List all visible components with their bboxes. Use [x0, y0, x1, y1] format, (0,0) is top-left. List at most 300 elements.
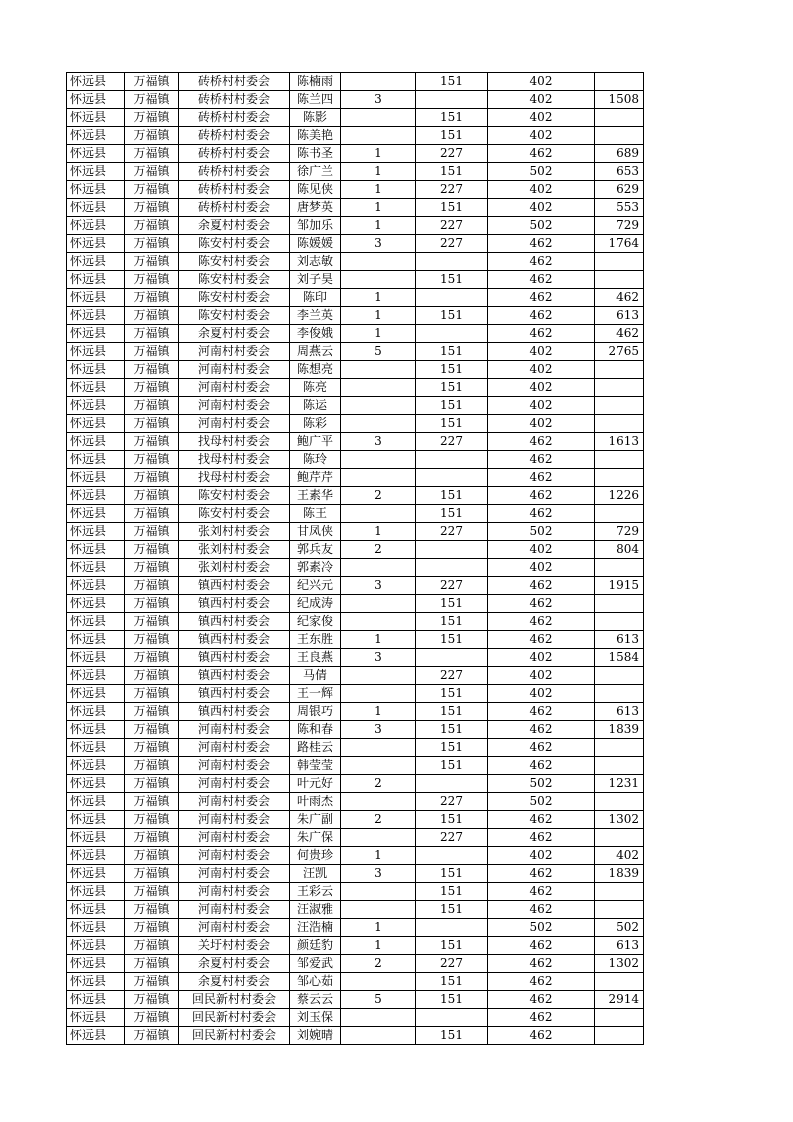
- table-row: [67, 109, 644, 127]
- amount-b-cell: 462: [488, 937, 595, 955]
- count-cell: [341, 109, 416, 127]
- count-cell: 1: [341, 847, 416, 865]
- table-row: [67, 1027, 644, 1045]
- count-cell: [341, 613, 416, 631]
- town-cell: 万福镇: [125, 919, 179, 937]
- total-cell: [595, 451, 644, 469]
- county-cell: 怀远县: [67, 253, 125, 271]
- county-cell: 怀远县: [67, 595, 125, 613]
- village-cell: 陈安村村委会: [179, 289, 290, 307]
- count-cell: [341, 883, 416, 901]
- table-row: [67, 937, 644, 955]
- count-cell: [341, 559, 416, 577]
- total-cell: [595, 829, 644, 847]
- amount-b-cell: 502: [488, 919, 595, 937]
- total-cell: [595, 73, 644, 91]
- amount-b-cell: 462: [488, 901, 595, 919]
- village-cell: 河南村村委会: [179, 775, 290, 793]
- village-cell: 砖桥村村委会: [179, 91, 290, 109]
- amount-b-cell: 462: [488, 613, 595, 631]
- county-cell: 怀远县: [67, 217, 125, 235]
- count-cell: 1: [341, 325, 416, 343]
- table-row: [67, 577, 644, 595]
- town-cell: 万福镇: [125, 505, 179, 523]
- table-row: [67, 253, 644, 271]
- amount-a-cell: 151: [416, 415, 488, 433]
- count-cell: [341, 1009, 416, 1027]
- table-row: [67, 379, 644, 397]
- amount-a-cell: 151: [416, 379, 488, 397]
- total-cell: 629: [595, 181, 644, 199]
- county-cell: 怀远县: [67, 505, 125, 523]
- name-cell: 王素华: [290, 487, 341, 505]
- amount-b-cell: 402: [488, 379, 595, 397]
- table-row: [67, 289, 644, 307]
- town-cell: 万福镇: [125, 163, 179, 181]
- amount-b-cell: 462: [488, 1009, 595, 1027]
- amount-a-cell: 151: [416, 361, 488, 379]
- town-cell: 万福镇: [125, 883, 179, 901]
- town-cell: 万福镇: [125, 325, 179, 343]
- table-row: [67, 343, 644, 361]
- table-row: [67, 361, 644, 379]
- village-cell: 张刘村村委会: [179, 523, 290, 541]
- village-cell: 河南村村委会: [179, 793, 290, 811]
- total-cell: 729: [595, 523, 644, 541]
- town-cell: 万福镇: [125, 181, 179, 199]
- count-cell: 5: [341, 991, 416, 1009]
- table-row: [67, 469, 644, 487]
- name-cell: 纪家俊: [290, 613, 341, 631]
- town-cell: 万福镇: [125, 127, 179, 145]
- total-cell: 1839: [595, 865, 644, 883]
- town-cell: 万福镇: [125, 145, 179, 163]
- amount-b-cell: 462: [488, 325, 595, 343]
- count-cell: [341, 127, 416, 145]
- amount-b-cell: 462: [488, 883, 595, 901]
- table-row: [67, 631, 644, 649]
- data-table: [66, 72, 644, 1045]
- table-row: [67, 415, 644, 433]
- village-cell: 河南村村委会: [179, 379, 290, 397]
- amount-a-cell: 151: [416, 937, 488, 955]
- count-cell: [341, 469, 416, 487]
- total-cell: [595, 901, 644, 919]
- town-cell: 万福镇: [125, 451, 179, 469]
- total-cell: [595, 667, 644, 685]
- town-cell: 万福镇: [125, 361, 179, 379]
- county-cell: 怀远县: [67, 685, 125, 703]
- name-cell: 蔡云云: [290, 991, 341, 1009]
- amount-b-cell: 402: [488, 199, 595, 217]
- count-cell: 1: [341, 289, 416, 307]
- town-cell: 万福镇: [125, 307, 179, 325]
- name-cell: 陈玲: [290, 451, 341, 469]
- name-cell: 刘玉保: [290, 1009, 341, 1027]
- amount-b-cell: 462: [488, 145, 595, 163]
- amount-a-cell: 151: [416, 109, 488, 127]
- village-cell: 余夏村村委会: [179, 955, 290, 973]
- village-cell: 河南村村委会: [179, 811, 290, 829]
- total-cell: [595, 379, 644, 397]
- total-cell: 1508: [595, 91, 644, 109]
- amount-b-cell: 462: [488, 253, 595, 271]
- county-cell: 怀远县: [67, 145, 125, 163]
- name-cell: 陈楠雨: [290, 73, 341, 91]
- total-cell: [595, 595, 644, 613]
- table-row: [67, 73, 644, 91]
- village-cell: 张刘村村委会: [179, 559, 290, 577]
- name-cell: 唐梦英: [290, 199, 341, 217]
- amount-a-cell: 227: [416, 667, 488, 685]
- village-cell: 河南村村委会: [179, 847, 290, 865]
- name-cell: 甘凤侠: [290, 523, 341, 541]
- total-cell: 729: [595, 217, 644, 235]
- count-cell: 3: [341, 91, 416, 109]
- amount-b-cell: 462: [488, 271, 595, 289]
- count-cell: 3: [341, 865, 416, 883]
- amount-a-cell: [416, 847, 488, 865]
- amount-b-cell: 402: [488, 847, 595, 865]
- count-cell: 1: [341, 217, 416, 235]
- town-cell: 万福镇: [125, 631, 179, 649]
- name-cell: 王良燕: [290, 649, 341, 667]
- amount-b-cell: 402: [488, 415, 595, 433]
- town-cell: 万福镇: [125, 613, 179, 631]
- name-cell: 邹爱武: [290, 955, 341, 973]
- amount-a-cell: 151: [416, 685, 488, 703]
- name-cell: 鲍广平: [290, 433, 341, 451]
- total-cell: 502: [595, 919, 644, 937]
- town-cell: 万福镇: [125, 685, 179, 703]
- town-cell: 万福镇: [125, 865, 179, 883]
- amount-a-cell: 227: [416, 523, 488, 541]
- county-cell: 怀远县: [67, 379, 125, 397]
- count-cell: [341, 415, 416, 433]
- town-cell: 万福镇: [125, 739, 179, 757]
- name-cell: 陈媛媛: [290, 235, 341, 253]
- county-cell: 怀远县: [67, 271, 125, 289]
- village-cell: 河南村村委会: [179, 721, 290, 739]
- amount-a-cell: 227: [416, 955, 488, 973]
- name-cell: 陈印: [290, 289, 341, 307]
- amount-b-cell: 462: [488, 721, 595, 739]
- county-cell: 怀远县: [67, 919, 125, 937]
- village-cell: 余夏村村委会: [179, 217, 290, 235]
- town-cell: 万福镇: [125, 217, 179, 235]
- amount-a-cell: 151: [416, 811, 488, 829]
- total-cell: [595, 1009, 644, 1027]
- amount-a-cell: 151: [416, 973, 488, 991]
- county-cell: 怀远县: [67, 433, 125, 451]
- total-cell: [595, 757, 644, 775]
- table-row: [67, 91, 644, 109]
- village-cell: 河南村村委会: [179, 343, 290, 361]
- name-cell: 李俊娥: [290, 325, 341, 343]
- amount-a-cell: 151: [416, 991, 488, 1009]
- town-cell: 万福镇: [125, 469, 179, 487]
- total-cell: 1231: [595, 775, 644, 793]
- village-cell: 找母村村委会: [179, 451, 290, 469]
- county-cell: 怀远县: [67, 721, 125, 739]
- name-cell: 何贵珍: [290, 847, 341, 865]
- name-cell: 颜廷豹: [290, 937, 341, 955]
- county-cell: 怀远县: [67, 91, 125, 109]
- village-cell: 砖桥村村委会: [179, 199, 290, 217]
- county-cell: 怀远县: [67, 307, 125, 325]
- county-cell: 怀远县: [67, 649, 125, 667]
- town-cell: 万福镇: [125, 397, 179, 415]
- village-cell: 陈安村村委会: [179, 271, 290, 289]
- village-cell: 回民新村村委会: [179, 1027, 290, 1045]
- table-row: [67, 1009, 644, 1027]
- village-cell: 镇西村村委会: [179, 595, 290, 613]
- town-cell: 万福镇: [125, 721, 179, 739]
- table-row: [67, 451, 644, 469]
- total-cell: [595, 469, 644, 487]
- amount-b-cell: 402: [488, 181, 595, 199]
- amount-b-cell: 402: [488, 559, 595, 577]
- count-cell: 1: [341, 307, 416, 325]
- amount-a-cell: [416, 253, 488, 271]
- town-cell: 万福镇: [125, 991, 179, 1009]
- total-cell: [595, 685, 644, 703]
- total-cell: [595, 973, 644, 991]
- town-cell: 万福镇: [125, 343, 179, 361]
- county-cell: 怀远县: [67, 739, 125, 757]
- table-row: [67, 721, 644, 739]
- count-cell: 2: [341, 541, 416, 559]
- county-cell: 怀远县: [67, 325, 125, 343]
- name-cell: 路桂云: [290, 739, 341, 757]
- name-cell: 陈彩: [290, 415, 341, 433]
- town-cell: 万福镇: [125, 415, 179, 433]
- county-cell: 怀远县: [67, 73, 125, 91]
- amount-b-cell: 462: [488, 757, 595, 775]
- total-cell: 1613: [595, 433, 644, 451]
- amount-b-cell: 402: [488, 541, 595, 559]
- count-cell: 1: [341, 703, 416, 721]
- county-cell: 怀远县: [67, 181, 125, 199]
- name-cell: 陈见侠: [290, 181, 341, 199]
- table-row: [67, 307, 644, 325]
- table-row: [67, 883, 644, 901]
- total-cell: [595, 883, 644, 901]
- village-cell: 张刘村村委会: [179, 541, 290, 559]
- county-cell: 怀远县: [67, 199, 125, 217]
- count-cell: [341, 973, 416, 991]
- count-cell: 1: [341, 631, 416, 649]
- village-cell: 河南村村委会: [179, 865, 290, 883]
- town-cell: 万福镇: [125, 379, 179, 397]
- name-cell: 鲍芹芹: [290, 469, 341, 487]
- amount-a-cell: 151: [416, 883, 488, 901]
- county-cell: 怀远县: [67, 1027, 125, 1045]
- county-cell: 怀远县: [67, 235, 125, 253]
- count-cell: 3: [341, 235, 416, 253]
- amount-a-cell: [416, 469, 488, 487]
- amount-b-cell: 462: [488, 505, 595, 523]
- amount-b-cell: 502: [488, 163, 595, 181]
- amount-a-cell: 227: [416, 181, 488, 199]
- county-cell: 怀远县: [67, 829, 125, 847]
- total-cell: [595, 397, 644, 415]
- town-cell: 万福镇: [125, 541, 179, 559]
- table-row: [67, 847, 644, 865]
- village-cell: 陈安村村委会: [179, 253, 290, 271]
- name-cell: 王一辉: [290, 685, 341, 703]
- table-row: [67, 775, 644, 793]
- count-cell: 3: [341, 577, 416, 595]
- name-cell: 陈书圣: [290, 145, 341, 163]
- county-cell: 怀远县: [67, 415, 125, 433]
- count-cell: 1: [341, 937, 416, 955]
- table-row: [67, 757, 644, 775]
- total-cell: 402: [595, 847, 644, 865]
- amount-a-cell: [416, 649, 488, 667]
- count-cell: [341, 595, 416, 613]
- town-cell: 万福镇: [125, 793, 179, 811]
- table-row: [67, 649, 644, 667]
- amount-b-cell: 462: [488, 631, 595, 649]
- total-cell: [595, 559, 644, 577]
- count-cell: [341, 379, 416, 397]
- count-cell: 2: [341, 955, 416, 973]
- name-cell: 邹加乐: [290, 217, 341, 235]
- total-cell: [595, 361, 644, 379]
- name-cell: 纪成涛: [290, 595, 341, 613]
- town-cell: 万福镇: [125, 433, 179, 451]
- amount-b-cell: 502: [488, 217, 595, 235]
- count-cell: 1: [341, 163, 416, 181]
- town-cell: 万福镇: [125, 847, 179, 865]
- amount-b-cell: 402: [488, 649, 595, 667]
- name-cell: 邹心茹: [290, 973, 341, 991]
- county-cell: 怀远县: [67, 631, 125, 649]
- count-cell: [341, 829, 416, 847]
- town-cell: 万福镇: [125, 109, 179, 127]
- count-cell: 1: [341, 145, 416, 163]
- amount-a-cell: 151: [416, 721, 488, 739]
- village-cell: 河南村村委会: [179, 883, 290, 901]
- amount-a-cell: 151: [416, 199, 488, 217]
- amount-a-cell: 151: [416, 613, 488, 631]
- name-cell: 陈影: [290, 109, 341, 127]
- town-cell: 万福镇: [125, 73, 179, 91]
- village-cell: 找母村村委会: [179, 469, 290, 487]
- amount-a-cell: 151: [416, 163, 488, 181]
- amount-a-cell: 151: [416, 343, 488, 361]
- county-cell: 怀远县: [67, 667, 125, 685]
- village-cell: 河南村村委会: [179, 757, 290, 775]
- county-cell: 怀远县: [67, 559, 125, 577]
- village-cell: 河南村村委会: [179, 829, 290, 847]
- village-cell: 砖桥村村委会: [179, 127, 290, 145]
- name-cell: 徐广兰: [290, 163, 341, 181]
- amount-b-cell: 462: [488, 577, 595, 595]
- total-cell: 1839: [595, 721, 644, 739]
- amount-a-cell: [416, 919, 488, 937]
- amount-a-cell: 227: [416, 577, 488, 595]
- total-cell: [595, 1027, 644, 1045]
- town-cell: 万福镇: [125, 289, 179, 307]
- amount-a-cell: 227: [416, 793, 488, 811]
- amount-b-cell: 402: [488, 685, 595, 703]
- town-cell: 万福镇: [125, 487, 179, 505]
- table-row: [67, 991, 644, 1009]
- village-cell: 镇西村村委会: [179, 649, 290, 667]
- amount-b-cell: 402: [488, 343, 595, 361]
- count-cell: 1: [341, 919, 416, 937]
- amount-a-cell: 151: [416, 505, 488, 523]
- table-row: [67, 325, 644, 343]
- total-cell: 613: [595, 631, 644, 649]
- name-cell: 韩莹莹: [290, 757, 341, 775]
- amount-a-cell: 151: [416, 865, 488, 883]
- amount-b-cell: 462: [488, 487, 595, 505]
- amount-b-cell: 462: [488, 811, 595, 829]
- amount-b-cell: 462: [488, 595, 595, 613]
- total-cell: [595, 739, 644, 757]
- town-cell: 万福镇: [125, 577, 179, 595]
- county-cell: 怀远县: [67, 541, 125, 559]
- county-cell: 怀远县: [67, 487, 125, 505]
- amount-b-cell: 462: [488, 991, 595, 1009]
- village-cell: 陈安村村委会: [179, 487, 290, 505]
- town-cell: 万福镇: [125, 757, 179, 775]
- table-row: [67, 199, 644, 217]
- town-cell: 万福镇: [125, 1009, 179, 1027]
- village-cell: 镇西村村委会: [179, 631, 290, 649]
- village-cell: 余夏村村委会: [179, 325, 290, 343]
- amount-b-cell: 462: [488, 307, 595, 325]
- count-cell: 3: [341, 721, 416, 739]
- amount-a-cell: [416, 325, 488, 343]
- name-cell: 陈兰四: [290, 91, 341, 109]
- county-cell: 怀远县: [67, 1009, 125, 1027]
- name-cell: 汪凯: [290, 865, 341, 883]
- amount-a-cell: [416, 541, 488, 559]
- amount-a-cell: 151: [416, 595, 488, 613]
- name-cell: 朱广保: [290, 829, 341, 847]
- name-cell: 汪淑雅: [290, 901, 341, 919]
- amount-b-cell: 402: [488, 127, 595, 145]
- count-cell: [341, 505, 416, 523]
- total-cell: 553: [595, 199, 644, 217]
- count-cell: [341, 361, 416, 379]
- county-cell: 怀远县: [67, 163, 125, 181]
- amount-b-cell: 462: [488, 955, 595, 973]
- name-cell: 陈和春: [290, 721, 341, 739]
- county-cell: 怀远县: [67, 361, 125, 379]
- total-cell: 2914: [595, 991, 644, 1009]
- count-cell: 5: [341, 343, 416, 361]
- table-row: [67, 487, 644, 505]
- town-cell: 万福镇: [125, 559, 179, 577]
- total-cell: [595, 505, 644, 523]
- table-row: [67, 667, 644, 685]
- count-cell: [341, 901, 416, 919]
- village-cell: 河南村村委会: [179, 739, 290, 757]
- amount-a-cell: 151: [416, 73, 488, 91]
- village-cell: 河南村村委会: [179, 919, 290, 937]
- amount-b-cell: 462: [488, 451, 595, 469]
- total-cell: [595, 253, 644, 271]
- table-row: [67, 559, 644, 577]
- name-cell: 马倩: [290, 667, 341, 685]
- county-cell: 怀远县: [67, 343, 125, 361]
- table-row: [67, 595, 644, 613]
